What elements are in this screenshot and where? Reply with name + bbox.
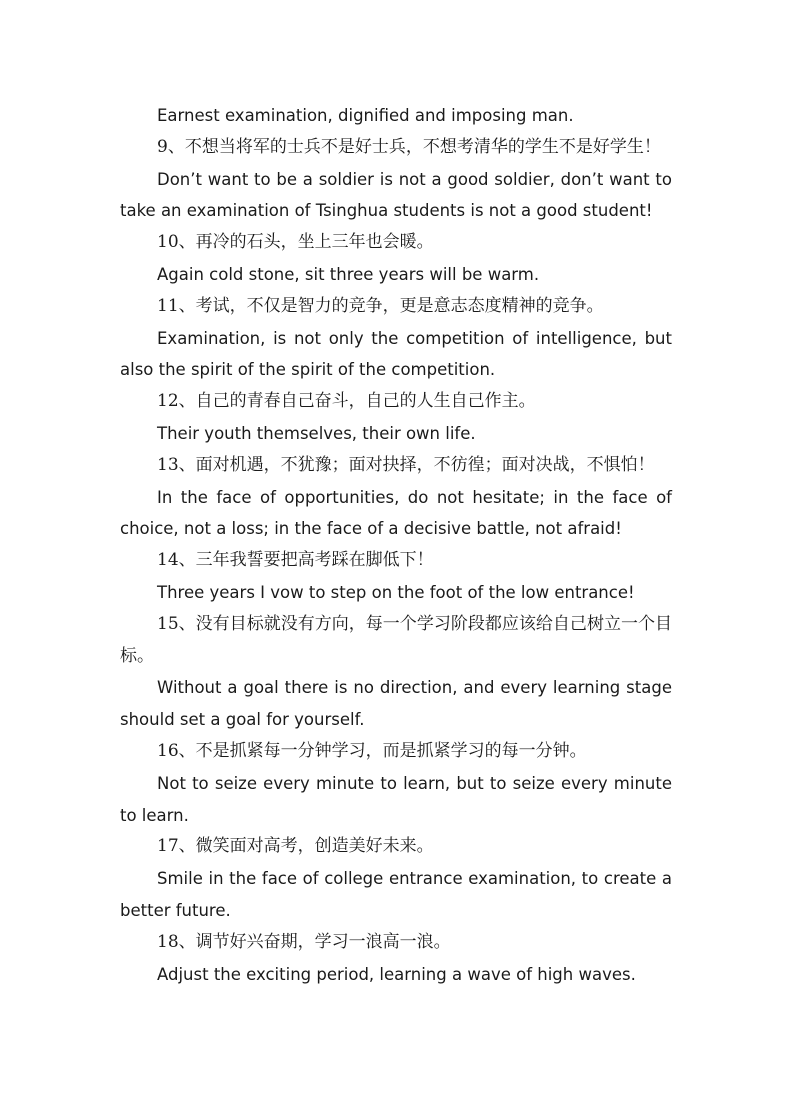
paragraph-en: Without a goal there is no direction, and every learning stage should set a goal for yourself. bbox=[120, 678, 672, 730]
document-page bbox=[120, 100, 672, 990]
paragraph-en: Earnest examination, dignified and imposing man. bbox=[157, 106, 574, 125]
paragraph-en: Smile in the face of college entrance examination, to create a better future. bbox=[120, 869, 672, 920]
paragraph-en: Three years I vow to step on the foot of the low entrance! bbox=[157, 582, 635, 602]
paragraph-en: Don’t want to be a soldier is not a good soldier, don’t want to take an examination of Tsinghua students is not a good student! bbox=[120, 169, 672, 221]
paragraph-en: In the face of opportunities, do not hesitate; in the face of choice, not a loss; in the face of a decisive battle, not afraid! bbox=[120, 487, 672, 539]
paragraph-zh: 16、不是抓紧每一分钟学习，而是抓紧学习的每一分钟。 bbox=[157, 740, 587, 761]
paragraph-zh: 13、面对机遇，不犹豫；面对抉择，不彷徨；面对决战，不惧怕！ bbox=[157, 454, 655, 475]
paragraph-zh: 12、自己的青春自己奋斗，自己的人生自己作主。 bbox=[157, 391, 536, 412]
paragraph-zh: 9、不想当将军的士兵不是好士兵，不想考清华的学生不是好学生！ bbox=[157, 136, 661, 157]
paragraph-zh: 14、三年我誓要把高考踩在脚低下！ bbox=[157, 550, 434, 571]
paragraph-zh: 15、没有目标就没有方向，每一个学习阶段都应该给自己树立一个目标。 bbox=[120, 613, 672, 666]
paragraph-zh: 17、微笑面对高考，创造美好未来。 bbox=[157, 836, 434, 857]
paragraph-zh: 11、考试，不仅是智力的竞争，更是意志态度精神的竞争。 bbox=[157, 295, 604, 316]
paragraph-en: Not to seize every minute to learn, but to seize every minute to learn. bbox=[120, 773, 672, 825]
paragraph-zh: 18、调节好兴奋期，学习一浪高一浪。 bbox=[157, 931, 451, 952]
paragraph-en: Examination, is not only the competition of intelligence, but also the spirit of the spirit of the competition. bbox=[120, 328, 672, 380]
paragraph-en: Their youth themselves, their own life. bbox=[157, 423, 476, 443]
paragraph-en: Again cold stone, sit three years will be warm. bbox=[157, 264, 540, 284]
paragraph-en: Adjust the exciting period, learning a wave of high waves. bbox=[157, 964, 636, 984]
paragraph-zh: 10、再冷的石头，坐上三年也会暖。 bbox=[157, 232, 434, 253]
